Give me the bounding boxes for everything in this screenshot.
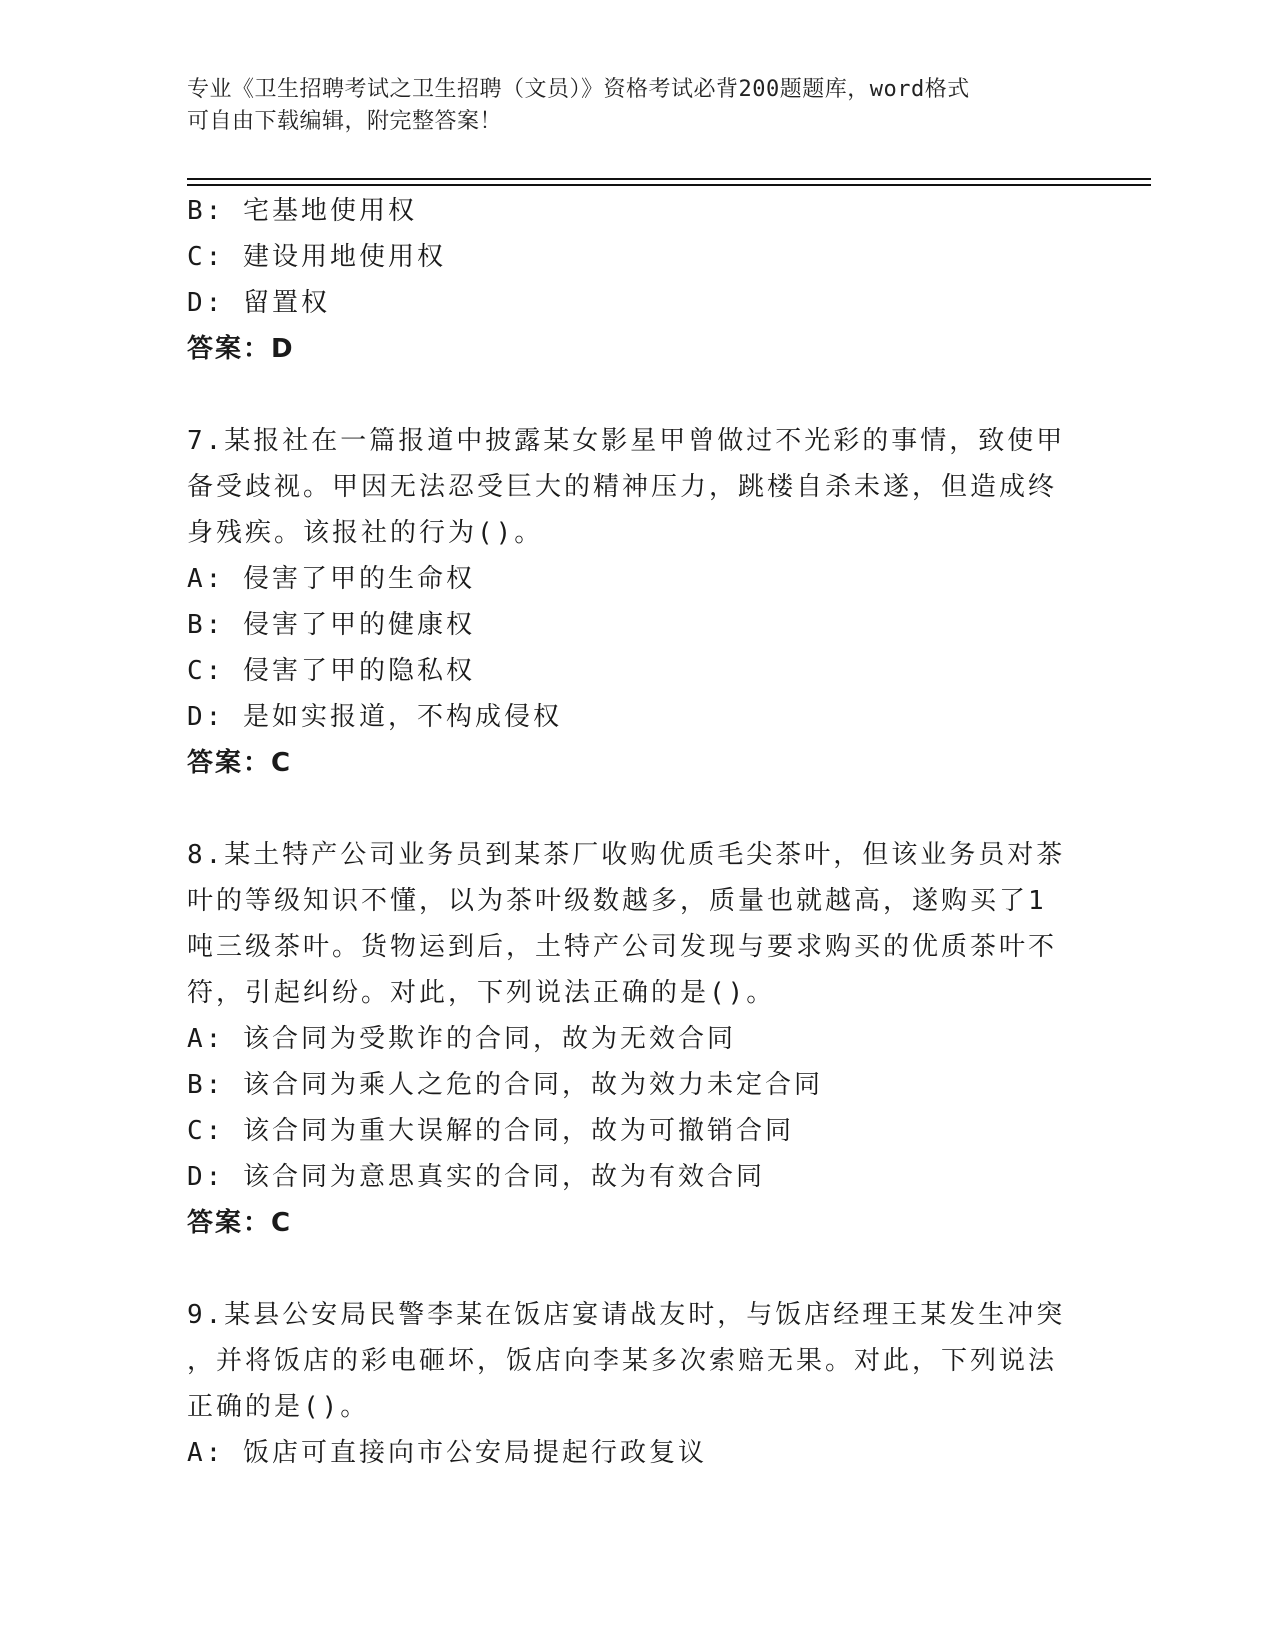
q8-stem-line-4: 符，引起纠纷。对此，下列说法正确的是()。 — [187, 978, 776, 1008]
q7-option-b: B: 侵害了甲的健康权 — [187, 610, 475, 640]
q7-stem-line-2: 备受歧视。甲因无法忍受巨大的精神压力，跳楼自杀未遂，但造成终 — [187, 472, 1058, 502]
header-line-1: 专业《卫生招聘考试之卫生招聘（文员）》资格考试必背200题题库，word格式 — [187, 77, 970, 102]
q8-option-c: C: 该合同为重大误解的合同，故为可撤销合同 — [187, 1116, 794, 1146]
q6-option-b: B: 宅基地使用权 — [187, 196, 417, 226]
q7-answer: 答案：C — [187, 748, 293, 778]
q9-stem-line-2: ，并将饭店的彩电砸坏，饭店向李某多次索赔无果。对此，下列说法 — [187, 1346, 1058, 1376]
spacer — [187, 786, 1067, 832]
q7-option-d: D: 是如实报道，不构成侵权 — [187, 702, 562, 732]
header-rule-bottom — [187, 184, 1151, 186]
header-rule-top — [187, 178, 1151, 180]
document-body — [187, 188, 1067, 1476]
q8-stem-line-3: 吨三级茶叶。货物运到后，土特产公司发现与要求购买的优质茶叶不 — [187, 932, 1058, 962]
q9-stem-line-1: 9.某县公安局民警李某在饭店宴请战友时，与饭店经理王某发生冲突 — [187, 1300, 1066, 1330]
spacer — [187, 1246, 1067, 1292]
q9-option-a: A: 饭店可直接向市公安局提起行政复议 — [187, 1438, 707, 1468]
spacer — [187, 372, 1067, 418]
q7-stem-line-1: 7.某报社在一篇报道中披露某女影星甲曾做过不光彩的事情，致使甲 — [187, 426, 1066, 456]
q7-option-a: A: 侵害了甲的生命权 — [187, 564, 475, 594]
q7-option-c: C: 侵害了甲的隐私权 — [187, 656, 475, 686]
q6-answer: 答案：D — [187, 334, 295, 364]
q8-stem-line-1: 8.某土特产公司业务员到某茶厂收购优质毛尖茶叶，但该业务员对茶 — [187, 840, 1066, 870]
q8-option-a: A: 该合同为受欺诈的合同，故为无效合同 — [187, 1024, 736, 1054]
header-line-2: 可自由下载编辑，附完整答案！ — [187, 109, 503, 134]
q8-stem-line-2: 叶的等级知识不懂，以为茶叶级数越多，质量也就越高，遂购买了1 — [187, 886, 1047, 916]
q7-stem-line-3: 身残疾。该报社的行为()。 — [187, 518, 544, 548]
q8-option-d: D: 该合同为意思真实的合同，故为有效合同 — [187, 1162, 765, 1192]
q6-option-d: D: 留置权 — [187, 288, 330, 318]
q9-stem-line-3: 正确的是()。 — [187, 1392, 370, 1422]
q6-option-c: C: 建设用地使用权 — [187, 242, 446, 272]
q8-option-b: B: 该合同为乘人之危的合同，故为效力未定合同 — [187, 1070, 823, 1100]
document-header — [187, 74, 1087, 138]
q8-answer: 答案：C — [187, 1208, 293, 1238]
